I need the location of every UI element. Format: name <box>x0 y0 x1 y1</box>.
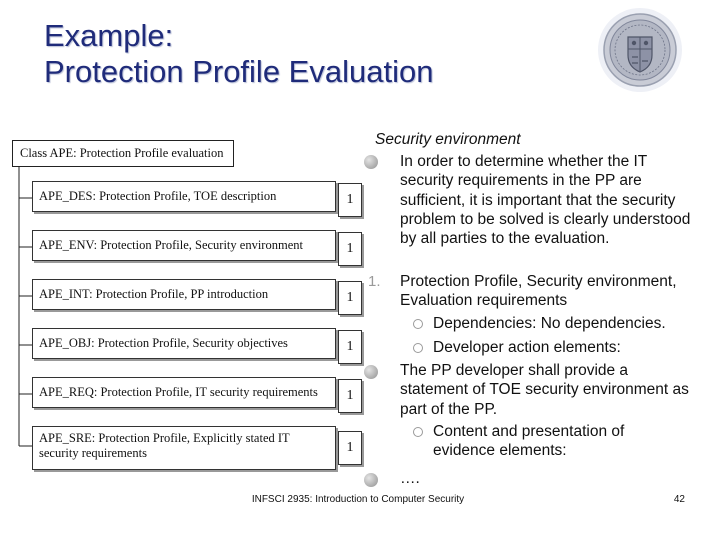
bullet-marker <box>364 365 378 379</box>
component-box-ape-req: 1 <box>338 379 362 413</box>
footer-course-title: INFSCI 2935: Introduction to Computer Security <box>251 494 465 505</box>
family-box-ape-sre: APE_SRE: Protection Profile, Explicitly stated IT security requirements <box>32 426 336 470</box>
sub-bullet-marker <box>413 427 423 437</box>
bullet-marker <box>364 473 378 487</box>
component-box-ape-sre: 1 <box>338 431 362 465</box>
class-decomposition-diagram <box>6 135 360 475</box>
family-box-ape-req: APE_REQ: Protection Profile, IT security requirements <box>32 377 336 408</box>
bullet-text-1: In order to determine whether the IT security requirements in the PP are sufficient, it is important that the security problem to be solved is clearly understood by all parties to the evaluation. <box>400 153 691 248</box>
component-box-ape-int: 1 <box>338 281 362 315</box>
numbered-text-1: Protection Profile, Security environment, Evaluation requirements <box>400 273 677 310</box>
component-box-ape-obj: 1 <box>338 330 362 364</box>
sub-bullet-marker <box>413 343 423 353</box>
component-box-ape-des: 1 <box>338 183 362 217</box>
bullet-marker <box>364 155 378 169</box>
family-box-ape-env: APE_ENV: Protection Profile, Security environment <box>32 230 336 261</box>
sub-bullet-marker <box>413 319 423 329</box>
sub-item-content-presentation: Content and presentation of evidence elements: <box>433 423 625 460</box>
family-box-ape-obj: APE_OBJ: Protection Profile, Security objectives <box>32 328 336 359</box>
numbered-marker: 1. <box>368 273 381 290</box>
slide-title <box>44 18 433 90</box>
class-ape-box: Class APE: Protection Profile evaluation <box>12 140 234 167</box>
section-heading: Security environment <box>375 131 521 148</box>
slide-title-line-2: Protection Profile Evaluation <box>44 54 434 89</box>
slide-title-line-1: Example: <box>44 18 174 53</box>
page-number: 42 <box>673 494 685 505</box>
bullet-text-2: The PP developer shall provide a statement of TOE security environment as part of the PP. <box>400 362 689 418</box>
sub-item-developer-action: Developer action elements: <box>433 339 621 356</box>
family-box-ape-des: APE_DES: Protection Profile, TOE description <box>32 181 336 212</box>
component-box-ape-env: 1 <box>338 232 362 266</box>
sub-item-dependencies: Dependencies: No dependencies. <box>433 315 666 332</box>
bullet-text-3: …. <box>400 470 420 487</box>
family-box-ape-int: APE_INT: Protection Profile, PP introduction <box>32 279 336 310</box>
university-seal-logo <box>597 7 683 93</box>
